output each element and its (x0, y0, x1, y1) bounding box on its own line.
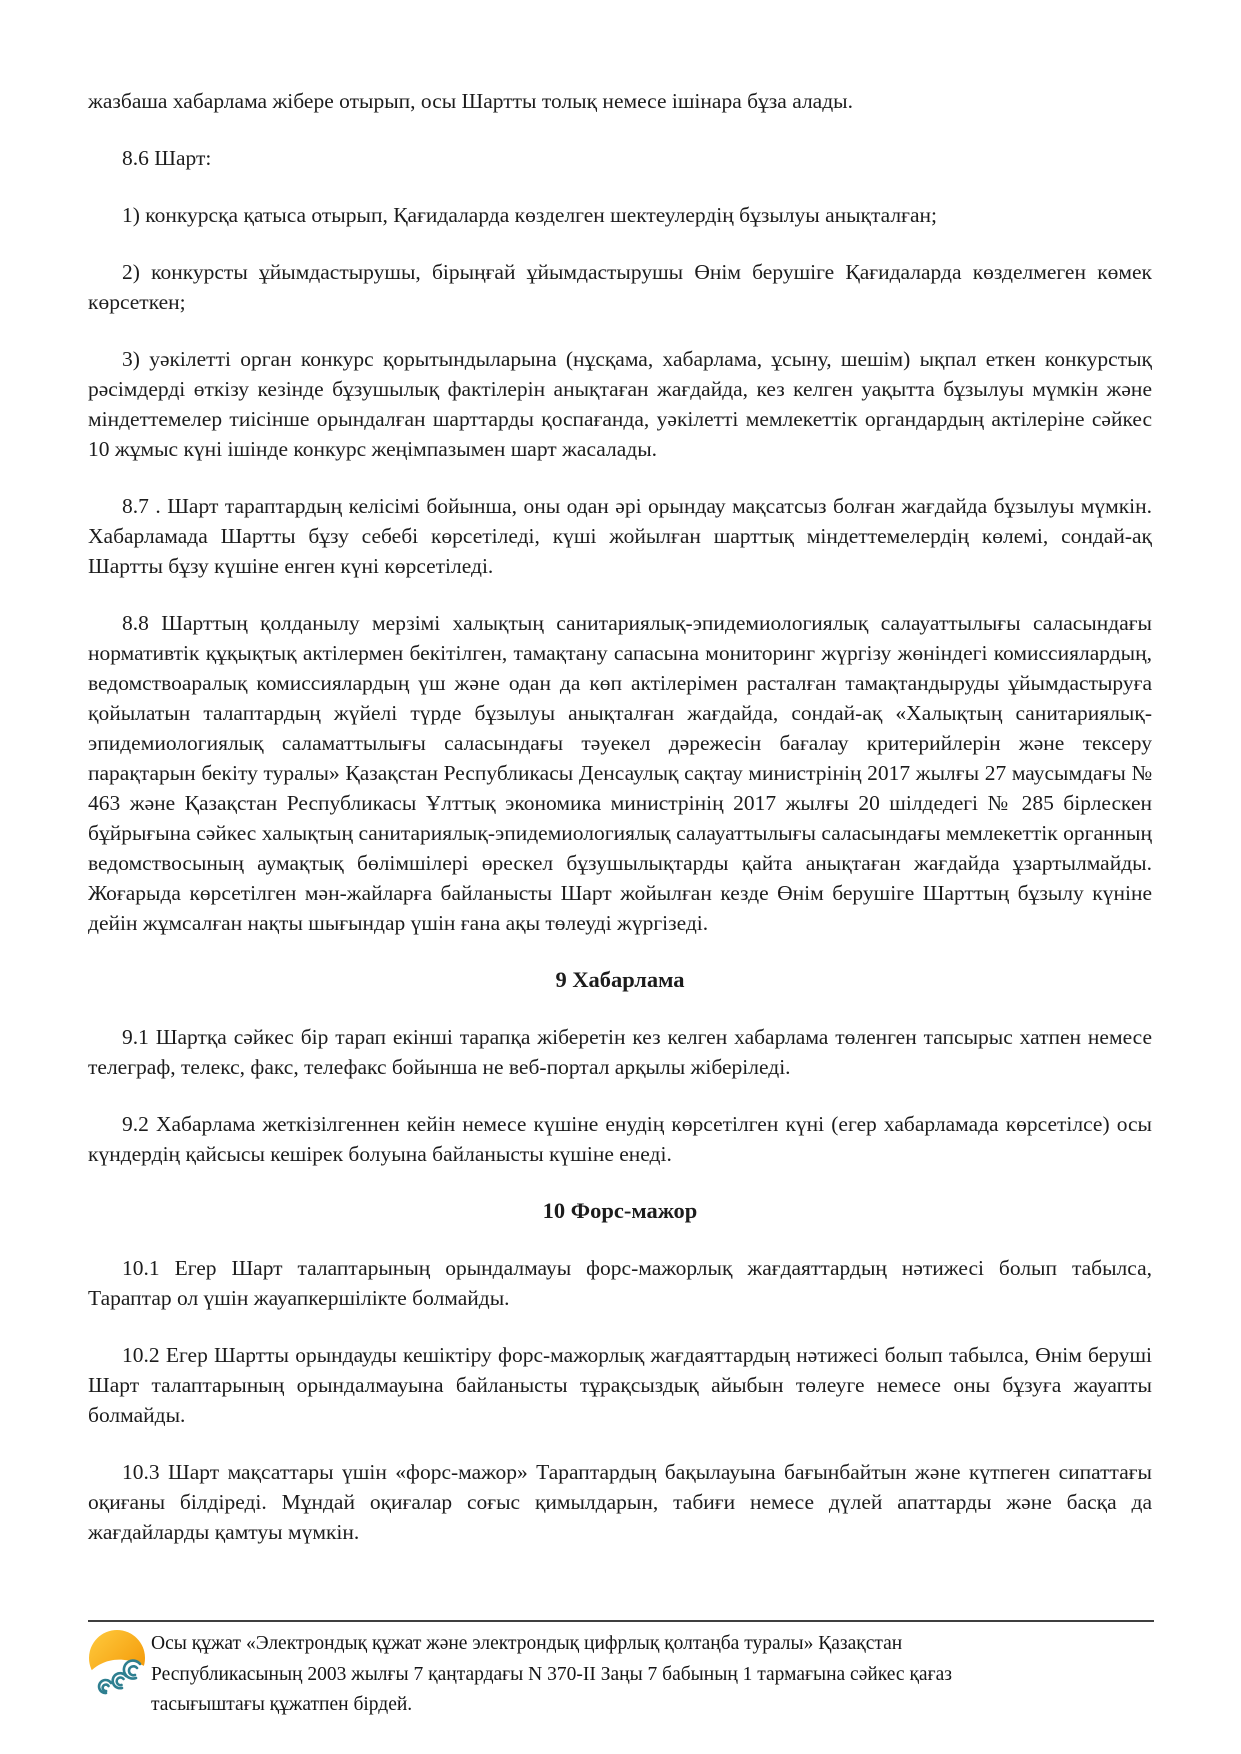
document-body (88, 86, 1152, 1574)
paragraph-10-2: 10.2 Егер Шартты орындауды кешіктіру форс-мажорлық жағдаяттардың нәтижесі болып табылса, Өнім беруші Шарт талаптарының орындалмауына байланысты тұрақсыздық айыбын төлеуге немесе оны бұзуға жауапты болмайды. (88, 1343, 1152, 1427)
section-heading-9: 9 Хабарлама (555, 967, 685, 992)
paragraph-8-6-item-3: 3) уәкілетті орган конкурс қорытындыларына (нұсқама, хабарлама, ұсыну, шешім) ықпал еткен конкурстық рәсімдерді өткізу кезінде бұзушылық фактілерін анықтаған жағдайда, кез келген уақытта бұзылуы мүмкін және міндеттемелер тиісінше орындалған шарттарды қоспағанда, уәкілетті мемлекеттік органдардың актілеріне сәйкес 10 жұмыс күні ішінде конкурс жеңімпазымен шарт жасалады. (88, 347, 1152, 461)
paragraph-8-8: 8.8 Шарттың қолданылу мерзімі халықтың санитариялық-эпидемиологиялық салауаттылығы саласындағы нормативтік құқықтық актілермен бекітілген, тамақтану сапасына мониторинг жүргізу жөніндегі комиссиялардың, ведомствоаралық комиссиялардың үш және одан да көп актілерімен расталған тамақтандыруды ұйымдастыруға қойылатын талаптардың жүйелі түрде бұзылуы анықталған жағдайда, сондай-ақ «Халықтың санитариялық-эпидемиологиялық саламаттылығы саласындағы тәуекел дәрежесін бағалау критерийлерін және тексеру парақтарын бекіту туралы» Қазақстан Республикасы Денсаулық сақтау министрінің 2017 жылғы 27 маусымдағы № 463 және Қазақстан Республикасы Ұлттық экономика министрінің 2017 жылғы 20 шілдедегі № 285 бірлескен бұйрығына сәйкес халықтың санитариялық-эпидемиологиялық салауаттылығы саласындағы мемлекеттік органның ведомствосының аумақтық бөлімшілері өрескел бұзушылықтарды қайта анықтаған жағдайда ұзартылмайды. Жоғарыда көрсетілген мән-жайларға байланысты Шарт жойылған кезде Өнім берушіге Шарттың бұзылу күніне дейін жұмсалған нақты шығындар үшін ғана ақы төлеуді жүргізеді. (88, 611, 1152, 935)
paragraph-10-1: 10.1 Егер Шарт талаптарының орындалмауы форс-мажорлық жағдаяттардың нәтижесі болып табылса, Тараптар ол үшін жауапкершілікте болмайды. (88, 1256, 1152, 1310)
footer-note-line: тасығыштағы құжатпен бірдей. (151, 1694, 413, 1715)
paragraph-10-3: 10.3 Шарт мақсаттары үшін «форс-мажор» Тараптардың бақылауына бағынбайтын және күтпеген сипаттағы оқиғаны білдіреді. Мұндай оқиғалар соғыс қимылдарын, табиғи немесе дүлей апаттарды және басқа да жағдайларды қамтуы мүмкін. (88, 1460, 1152, 1544)
footer-note-line: Республикасының 2003 жылғы 7 қаңтардағы N 370-II Заңы 7 бабының 1 тармағына сәйкес қағаз (151, 1663, 952, 1685)
paragraph-9-2: 9.2 Хабарлама жеткізілгеннен кейін немесе күшіне енудің көрсетілген күні (егер хабарламада көрсетілсе) осы күндердің қайсысы кешірек болуына байланысты күшіне енеді. (88, 1112, 1152, 1166)
section-heading-10: 10 Форс-мажор (542, 1198, 698, 1223)
paragraph-8-6-item-1: 1) конкурсқа қатыса отырып, Қағидаларда көзделген шектеулердің бұзылуы анықталған; (122, 203, 937, 227)
paragraph-continuation: жазбаша хабарлама жібере отырып, осы Шартты толық немесе ішінара бұза алады. (88, 89, 853, 113)
egov-emblem-icon (85, 1628, 148, 1700)
paragraph-9-1: 9.1 Шартқа сәйкес бір тарап екінші тарапқа жіберетін кез келген хабарлама төленген тапсырыс хатпен немесе телеграф, телекс, факс, телефакс бойынша не веб-портал арқылы жіберіледі. (88, 1025, 1152, 1079)
footer-note-line: Осы құжат «Электрондық құжат және электрондық цифрлық қолтаңба туралы» Қазақстан (151, 1633, 903, 1654)
paragraph-8-6: 8.6 Шарт: (122, 146, 212, 170)
paragraph-8-7: 8.7 . Шарт тараптардың келісімі бойынша, оны одан әрі орындау мақсатсыз болған жағдайда бұзылуы мүмкін. Хабарламада Шартты бұзу себебі көрсетіледі, күші жойылған шарттық міндеттемелердің көлемі, сондай-ақ Шартты бұзу күшіне енген күні көрсетіледі. (88, 494, 1152, 578)
paragraph-8-6-item-2: 2) конкурсты ұйымдастырушы, бірыңғай ұйымдастырушы Өнім берушіге Қағидаларда көзделмеген көмек көрсеткен; (88, 260, 1152, 314)
footer-note (151, 1629, 1081, 1721)
footer-divider (88, 1620, 1154, 1622)
